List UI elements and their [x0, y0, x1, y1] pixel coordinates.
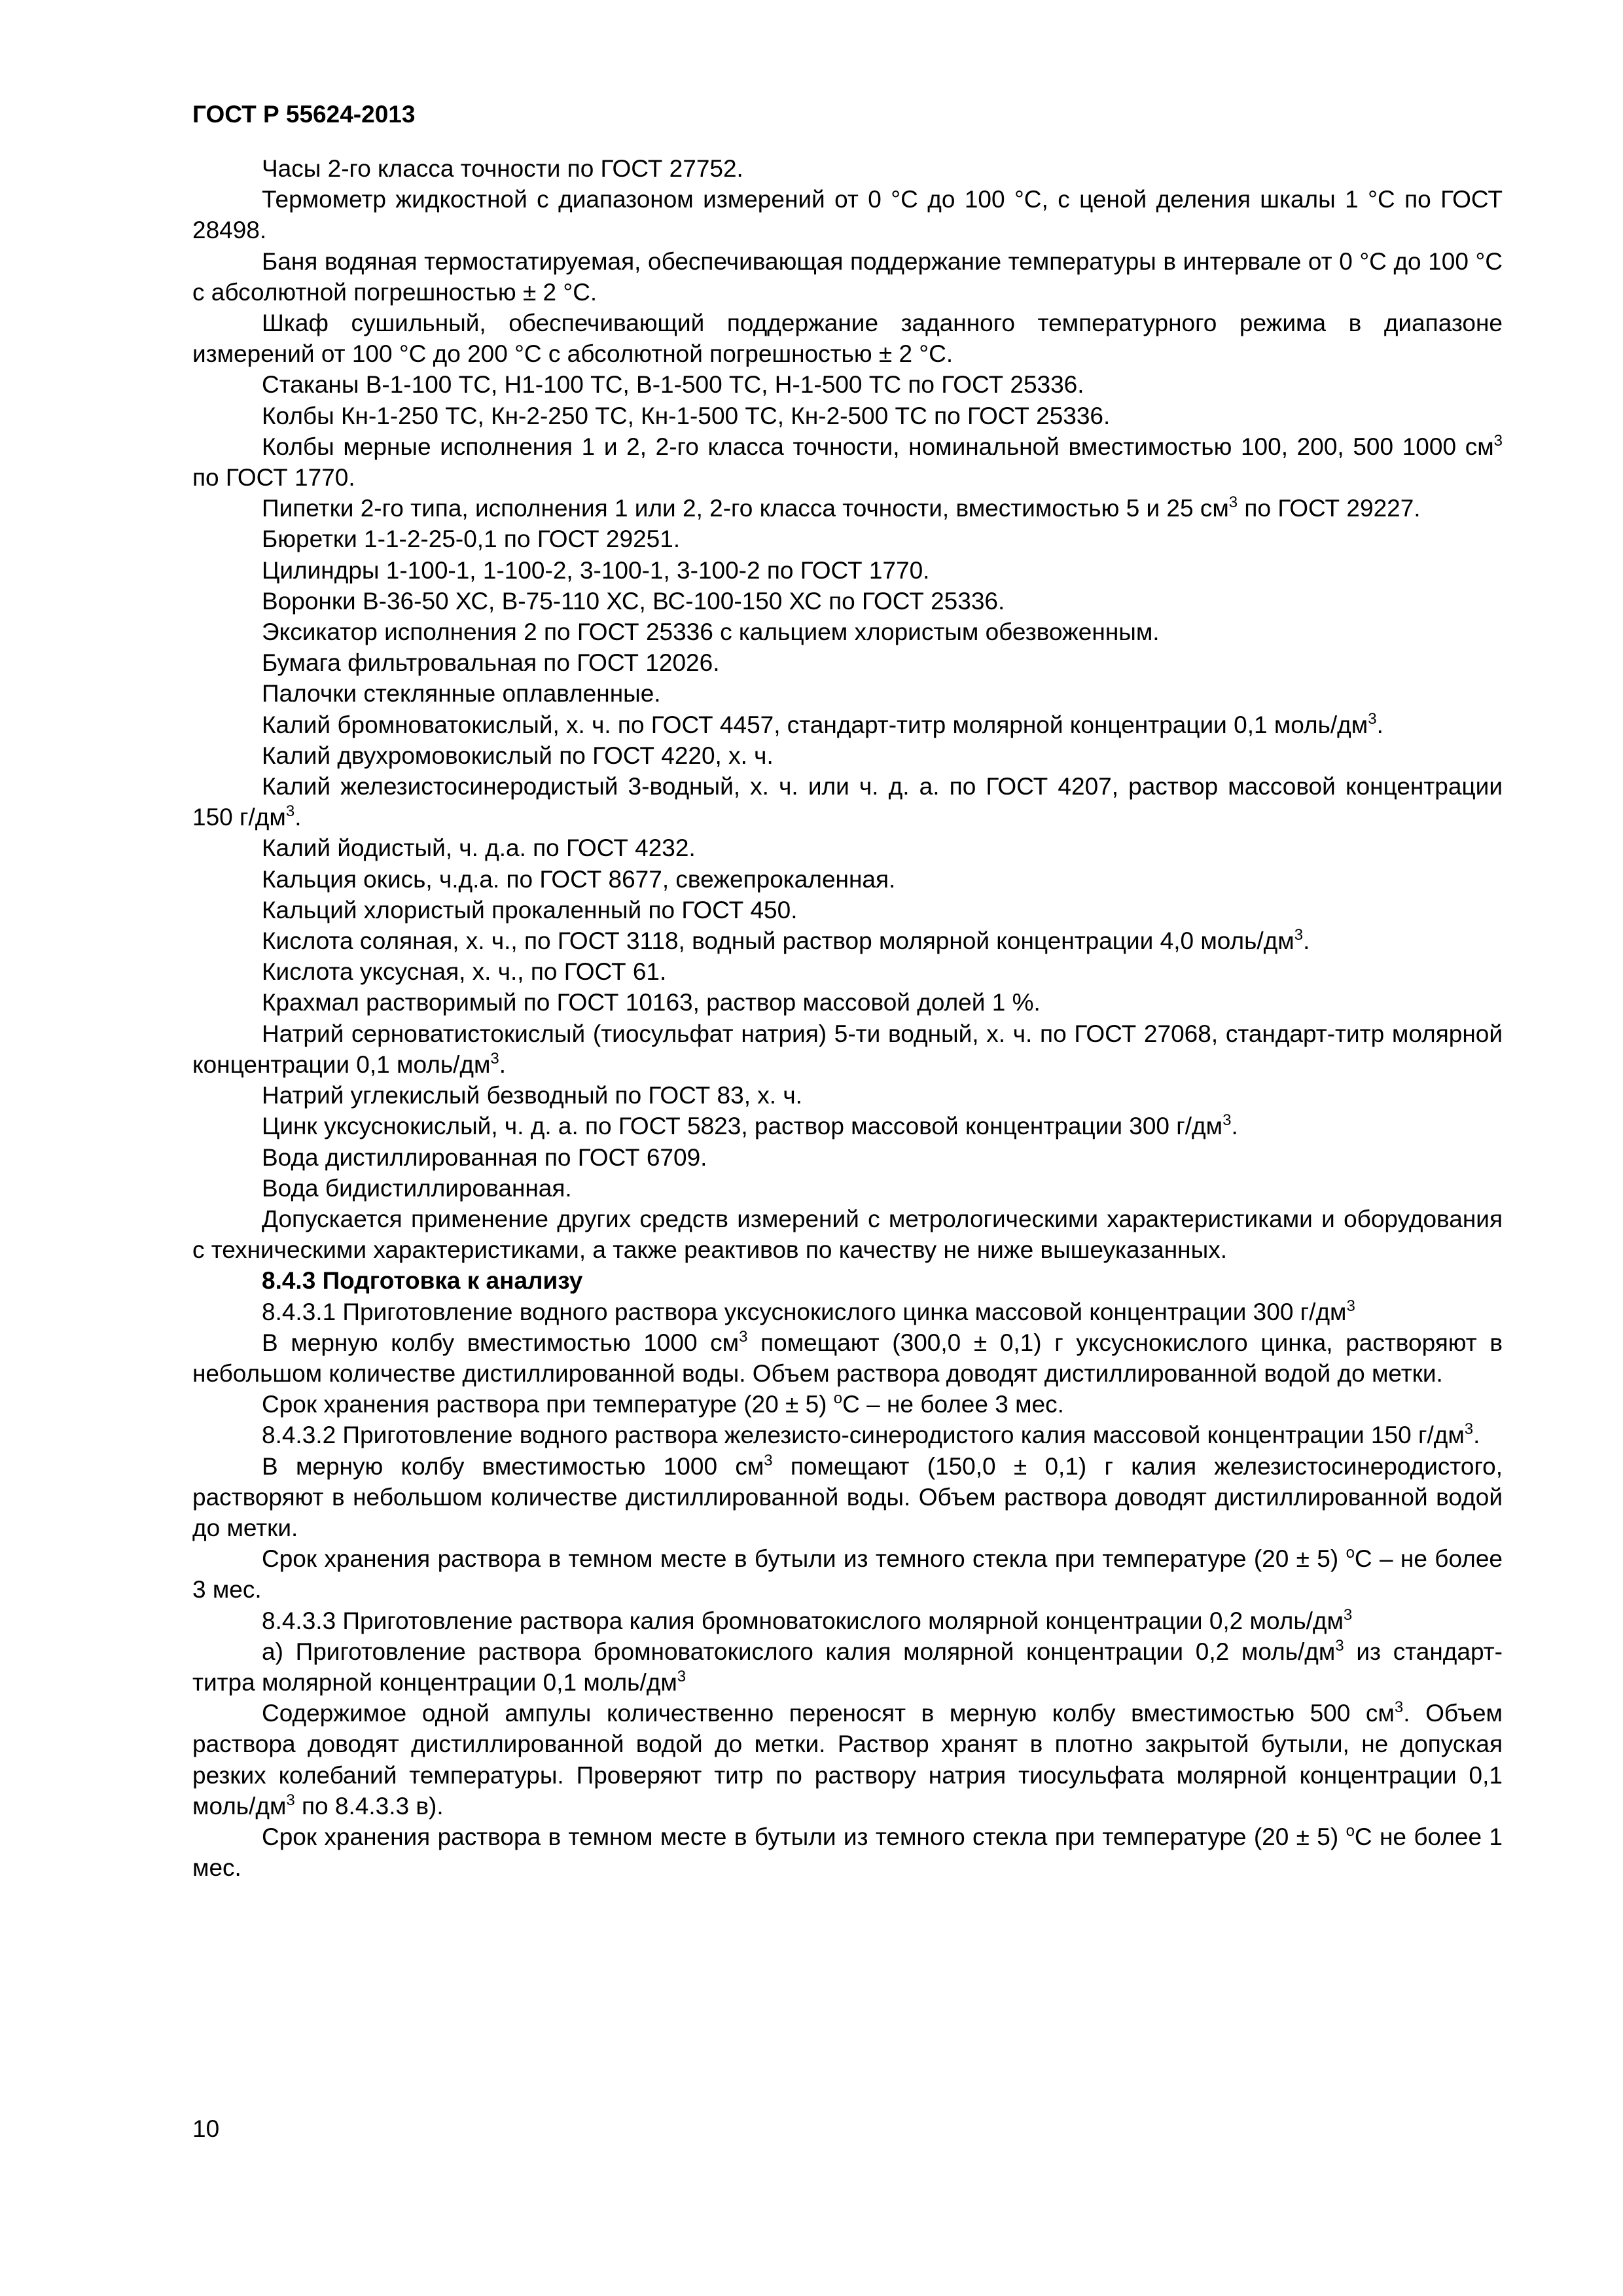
paragraph: а) Приготовление раствора бромноватокислого калия молярной концентрации 0,2 моль/$дм^3$ из стандарт-титра молярной концентрации 0,1 моль/$дм^3$: [192, 1636, 1503, 1696]
paragraph: Вода дистиллированная по ГОСТ 6709.: [262, 1143, 707, 1171]
paragraph: Калий бромноватокислый, х. ч. по ГОСТ 4457, стандарт-титр молярной концентрации 0,1 моль/$дм^3$.: [262, 709, 1383, 738]
page-number: 10: [192, 2115, 220, 2142]
paragraph: Часы 2-го класса точности по ГОСТ 27752.: [262, 155, 743, 182]
paragraph: Пипетки 2-го типа, исполнения 1 или 2, 2-го класса точности, вместимостью 5 и 25 $см^3$ по ГОСТ 29227.: [262, 493, 1421, 522]
paragraph: Палочки стеклянные оплавленные.: [262, 680, 661, 708]
paragraph: Цинк уксуснокислый, ч. д. а. по ГОСТ 5823, раствор массовой концентрации 300 $г/дм^3$.: [262, 1111, 1238, 1140]
paragraph: Колбы Кн-1-250 ТС, Кн-2-250 ТС, Кн-1-500 ТС, Кн-2-500 ТС по ГОСТ 25336.: [262, 402, 1111, 429]
paragraph: Цилиндры 1-100-1, 1-100-2, 3-100-1, 3-100-2 по ГОСТ 1770.: [262, 556, 930, 584]
paragraph: Эксикатор исполнения 2 по ГОСТ 25336 с кальцием хлористым обезвоженным.: [262, 619, 1160, 646]
paragraph: Кислота соляная, х. ч., по ГОСТ 3118, водный раствор молярной концентрации 4,0 моль/$дм^3$.: [262, 926, 1310, 955]
paragraph: Воронки В-36-50 ХС, В-75-110 ХС, ВС-100-150 ХС по ГОСТ 25336.: [262, 587, 1005, 615]
section-heading: 8.4.3 Подготовка к анализу: [262, 1267, 583, 1295]
paragraph: Кальция окись, ч.д.а. по ГОСТ 8677, свежепрокаленная.: [262, 865, 896, 893]
paragraph: Содержимое одной ампулы количественно переносят в мерную колбу вместимостью 500 $см^3$. Объем раствора доводят дистиллированной водой до метки. Раствор хранят в плотно закрытой бутыли, не допуская резких колебаний температуры. Проверяют титр по раствору натрия тиосульфата молярной концентрации 0,1 моль/$дм^3$ по 8.4.3.3 в).: [192, 1698, 1503, 1820]
paragraph: Срок хранения раствора в темном месте в бутыли из темного стекла при температуре (20 ± 5) $^о$С не более 1 мес.: [192, 1821, 1503, 1882]
paragraph: Шкаф сушильный, обеспечивающий поддержание заданного температурного режима в диапазоне измерений от 100 °С до 200 °С с абсолютной погрешностью ± 2 °С.: [192, 310, 1503, 368]
paragraph: Бумага фильтровальная по ГОСТ 12026.: [262, 649, 720, 677]
paragraph: Калий железистосинеродистый 3-водный, х. ч. или ч. д. а. по ГОСТ 4207, раствор массовой концентрации 150 $г/дм^3$.: [192, 773, 1503, 831]
paragraph: Стаканы В-1-100 ТС, Н1-100 ТС, В-1-500 ТС, Н-1-500 ТС по ГОСТ 25336.: [262, 371, 1084, 399]
document-body: [192, 153, 1503, 1883]
document-header-standard-id: ГОСТ Р 55624-2013: [192, 101, 416, 128]
paragraph: Баня водяная термостатируемая, обеспечивающая поддержание температуры в интервале от 0 °С до 100 °С с абсолютной погрешностью ± 2 °С.: [192, 247, 1503, 306]
paragraph: Кислота уксусная, х. ч., по ГОСТ 61.: [262, 958, 667, 986]
paragraph: Калий двухромовокислый по ГОСТ 4220, х. ч.: [262, 742, 774, 769]
paragraph: Калий йодистый, ч. д.а. по ГОСТ 4232.: [262, 834, 696, 862]
paragraph: Термометр жидкостной с диапазоном измерений от 0 °С до 100 °С, с ценой деления шкалы 1 °С по ГОСТ 28498.: [192, 186, 1503, 244]
paragraph: Вода бидистиллированная.: [262, 1174, 572, 1202]
paragraph: В мерную колбу вместимостью 1000 $см^3$ помещают (300,0 ± 0,1) г уксуснокислого цинка, растворяют в небольшом количестве дистиллированной воды. Объем раствора доводят дистиллированной водой до метки.: [192, 1327, 1503, 1387]
paragraph: 8.4.3.1 Приготовление водного раствора уксуснокислого цинка массовой концентрации 300 $г/дм^3$: [262, 1297, 1355, 1325]
paragraph: Срок хранения раствора в темном месте в бутыли из темного стекла при температуре (20 ± 5) $^о$С – не более 3 мес.: [192, 1544, 1503, 1604]
paragraph: 8.4.3.3 Приготовление раствора калия бромноватокислого молярной концентрации 0,2 моль/$дм^3$: [262, 1605, 1353, 1634]
paragraph: Срок хранения раствора при температуре (20 ± 5) $^о$С – не более 3 мес.: [262, 1390, 1064, 1418]
paragraph: Бюретки 1-1-2-25-0,1 по ГОСТ 29251.: [262, 526, 681, 553]
paragraph: Крахмал растворимый по ГОСТ 10163, раствор массовой долей 1 %.: [262, 989, 1041, 1016]
paragraph: Натрий углекислый безводный по ГОСТ 83, х. ч.: [262, 1082, 802, 1109]
paragraph: Натрий серноватистокислый (тиосульфат натрия) 5-ти водный, х. ч. по ГОСТ 27068, стандарт-титр молярной концентрации 0,1 моль/$дм^3$.: [192, 1020, 1503, 1078]
paragraph: Допускается применение других средств измерений с метрологическими характеристиками и оборудования с техническими характеристиками, а также реактивов по качеству не ниже вышеуказанных.: [192, 1205, 1503, 1264]
paragraph: 8.4.3.2 Приготовление водного раствора железисто-синеродистого калия массовой концентрации 150 $г/дм^3$.: [262, 1420, 1480, 1449]
paragraph: Колбы мерные исполнения 1 и 2, 2-го класса точности, номинальной вместимостью 100, 200, 500 1000 $см^3$ по ГОСТ 1770.: [192, 431, 1503, 492]
paragraph: Кальций хлористый прокаленный по ГОСТ 450.: [262, 896, 798, 924]
paragraph: В мерную колбу вместимостью 1000 $см^3$ помещают (150,0 ± 0,1) г калия железистосинеродистого, растворяют в небольшом количестве дистиллированной воды. Объем раствора доводят дистиллированной водой до метки.: [192, 1451, 1503, 1541]
